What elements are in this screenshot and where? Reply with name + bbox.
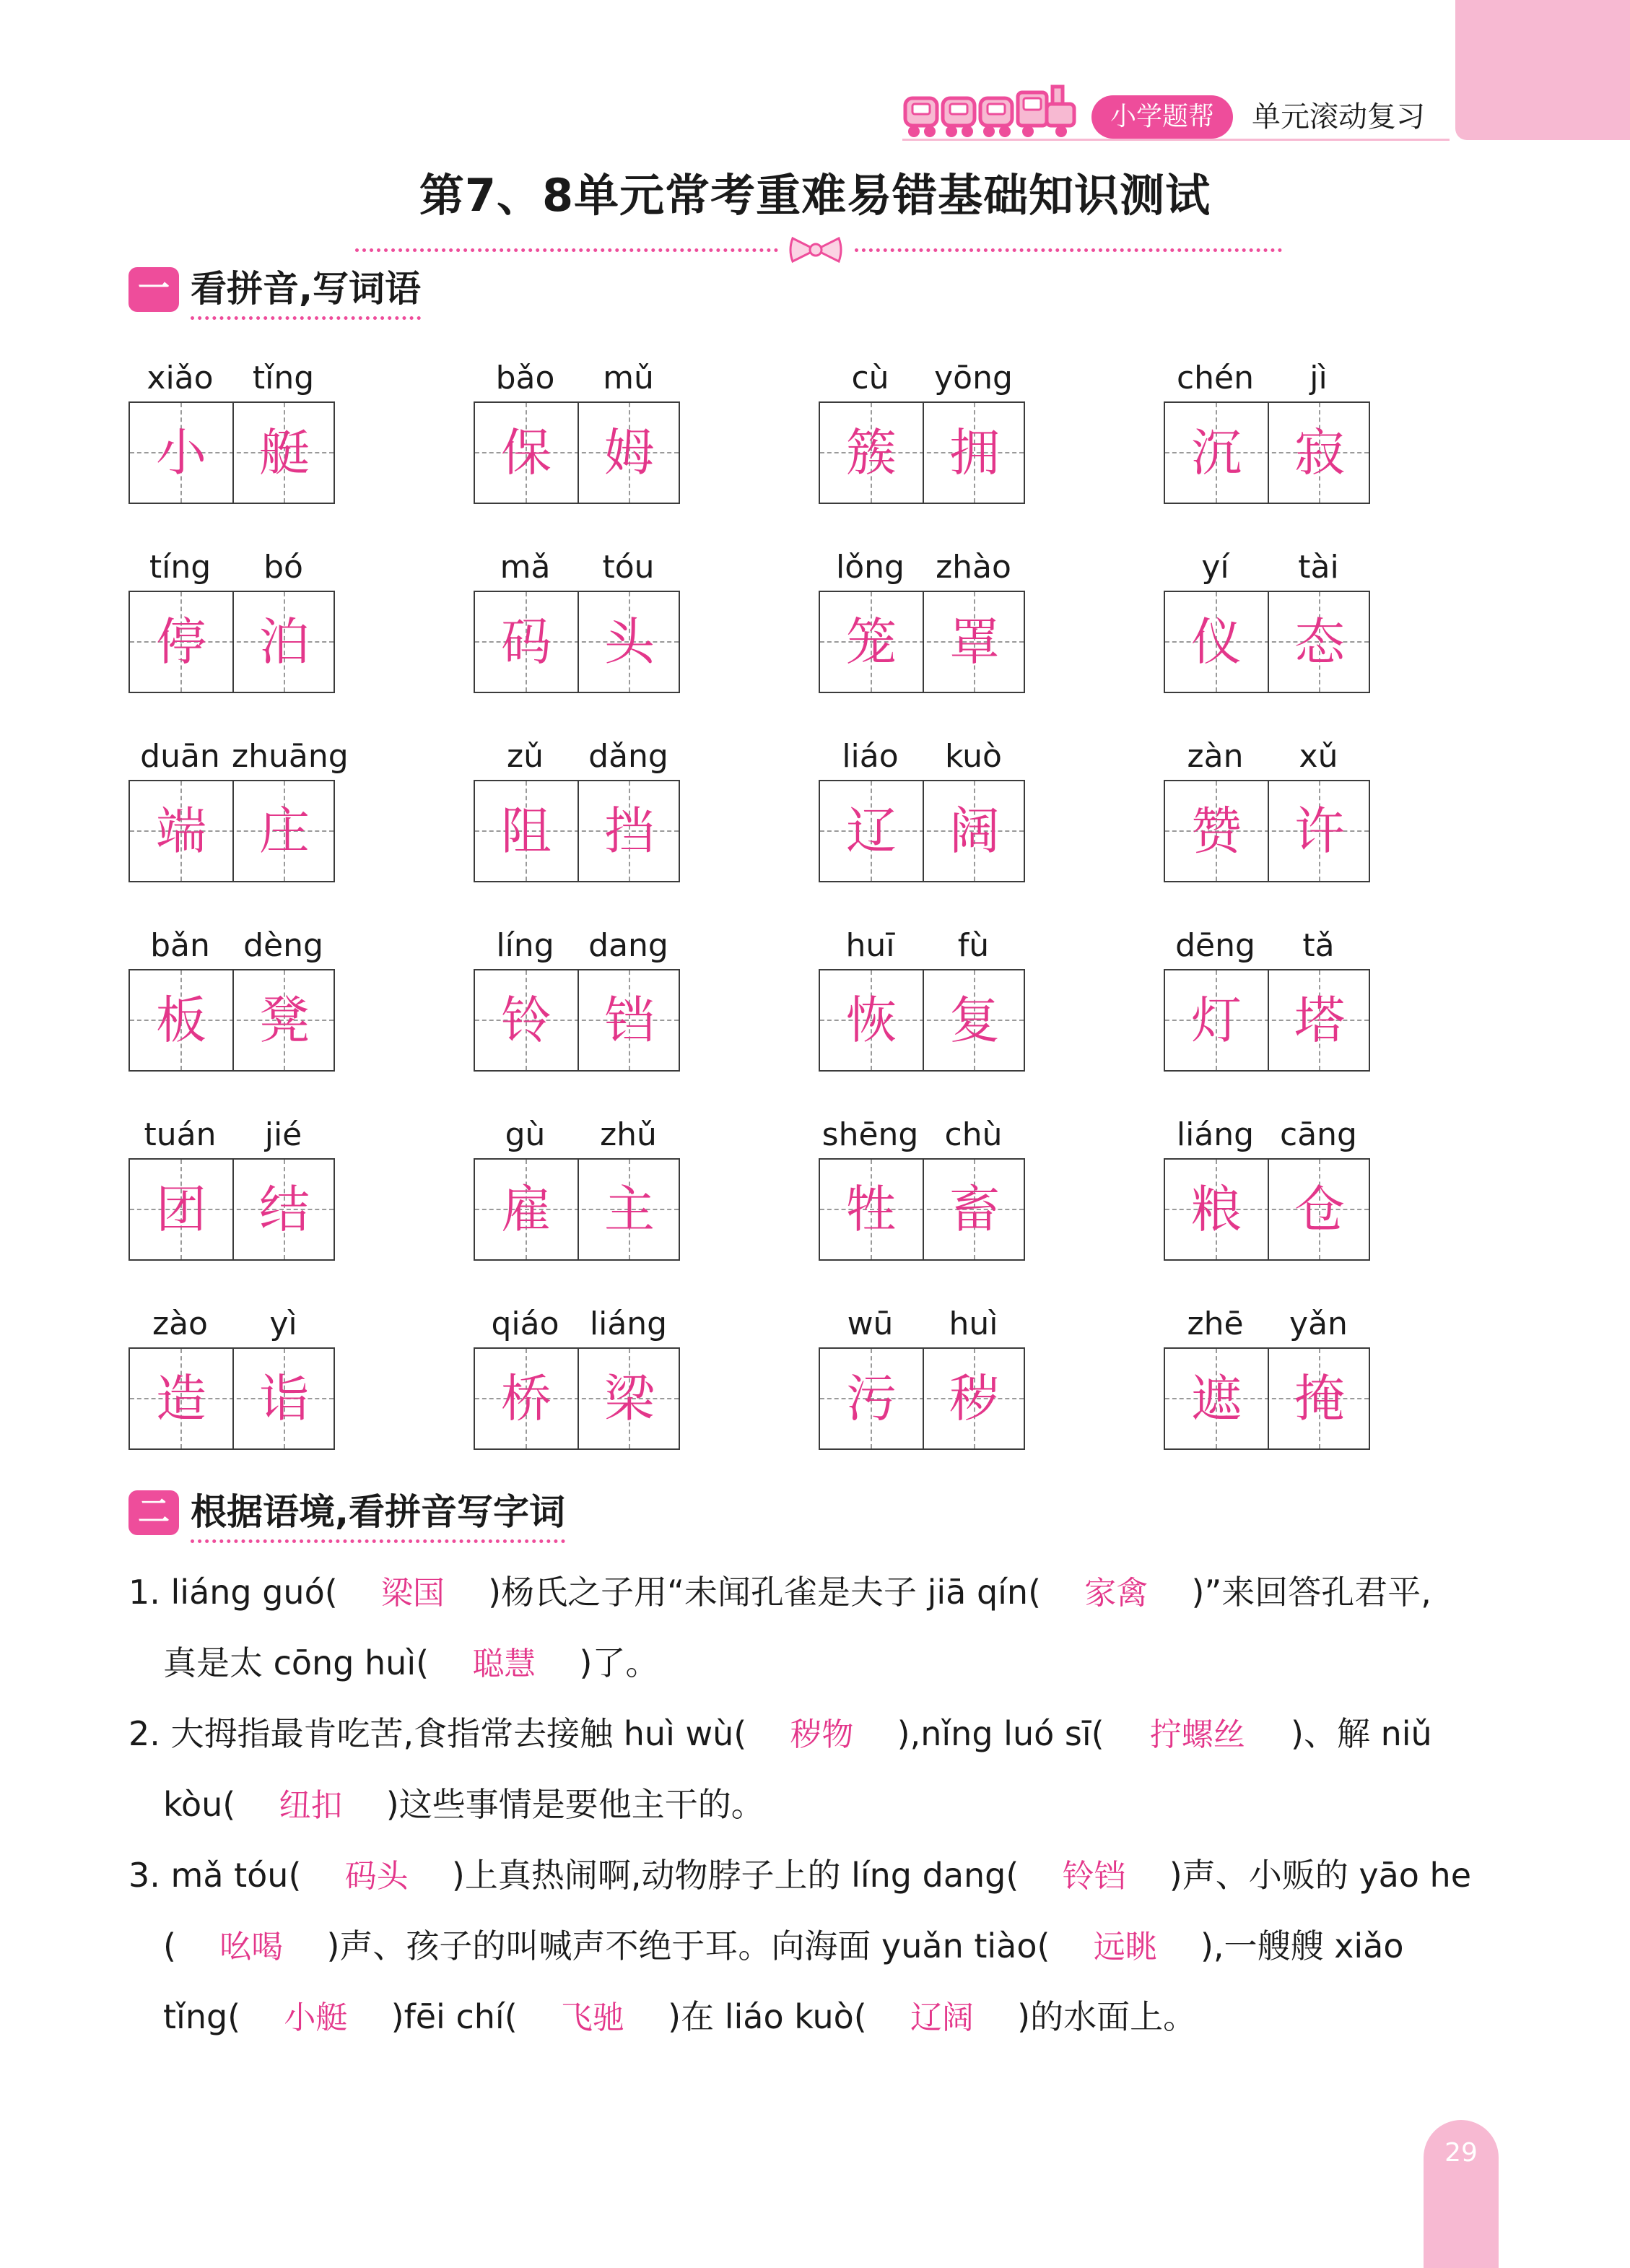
pinyin-row (1164, 546, 1370, 589)
word-card (819, 1303, 1025, 1444)
pinyin: huī (845, 927, 895, 964)
writing-boxes (1164, 780, 1370, 882)
answer-character: 污 (820, 1349, 924, 1448)
pinyin-row (128, 1113, 335, 1157)
question-text: )声、孩子的叫喊声不绝于耳。向海面 yuǎn tiào( (305, 1926, 1071, 1965)
bow-icon (787, 234, 845, 266)
pinyin: chù (944, 1116, 1003, 1153)
answer-character: 沉 (1165, 403, 1269, 503)
writing-boxes (1164, 969, 1370, 1072)
answer-character: 簇 (820, 403, 924, 503)
pinyin: bó (263, 549, 303, 586)
pinyin-row (1164, 735, 1370, 778)
question-line (128, 1567, 1431, 1619)
pinyin: zhē (1187, 1305, 1244, 1342)
writing-boxes (1164, 1347, 1370, 1450)
writing-boxes (474, 1158, 680, 1261)
pinyin: liáng (1176, 1116, 1255, 1153)
question-line (163, 1991, 1196, 2043)
pinyin: huì (949, 1305, 998, 1342)
answer-text: 纽扣 (279, 1787, 343, 1824)
pinyin: tǐng (252, 360, 315, 396)
word-card (128, 735, 349, 877)
pinyin-row (474, 357, 680, 400)
pinyin: xiǎo (147, 360, 214, 396)
answer-character: 秽 (949, 1369, 1000, 1428)
section-title: 看拼音,写词语 (191, 263, 421, 320)
writing-boxes (474, 591, 680, 693)
question-line (163, 1779, 764, 1831)
writing-boxes (1164, 591, 1370, 693)
pinyin-row (128, 357, 335, 400)
pinyin: shēng (821, 1116, 919, 1153)
pinyin-row (474, 1113, 680, 1157)
pinyin: yōng (934, 360, 1013, 396)
writing-boxes (128, 969, 335, 1072)
answer-character: 团 (130, 1160, 234, 1259)
answer-character: 保 (475, 403, 579, 503)
pinyin: tóu (602, 549, 655, 586)
question-text: 1. liáng guó( (128, 1573, 359, 1612)
pinyin: fù (957, 927, 990, 964)
word-card (1164, 546, 1370, 687)
word-card (819, 357, 1025, 498)
pinyin: tíng (149, 549, 212, 586)
word-card (474, 1113, 680, 1255)
answer-character: 造 (130, 1349, 234, 1448)
pinyin: liáng (589, 1305, 668, 1342)
answer-text: 聪慧 (472, 1646, 536, 1682)
pinyin: zhuāng (232, 738, 349, 775)
pinyin: yì (269, 1305, 297, 1342)
word-card (128, 1303, 335, 1444)
pinyin: duān (140, 738, 220, 775)
writing-boxes (819, 1158, 1025, 1261)
pinyin: liáo (842, 738, 899, 775)
writing-boxes (474, 401, 680, 504)
answer-character: 诣 (259, 1369, 310, 1428)
pinyin: cù (851, 360, 889, 396)
word-card (1164, 924, 1370, 1066)
word-card (474, 546, 680, 687)
question-text: ),nǐng luó sī( (876, 1714, 1125, 1753)
answer-character: 主 (604, 1180, 655, 1239)
answer-text: 秽物 (790, 1716, 854, 1753)
answer-character: 结 (259, 1180, 310, 1239)
pinyin-row (128, 924, 335, 968)
pinyin: kuò (945, 738, 1002, 775)
word-card (819, 1113, 1025, 1255)
train-icon (901, 81, 1081, 142)
word-card (128, 357, 335, 498)
pinyin: zǔ (507, 738, 544, 775)
pinyin: tuán (144, 1116, 217, 1153)
writing-boxes (128, 591, 335, 693)
word-card (474, 924, 680, 1066)
pinyin-row (819, 546, 1025, 589)
question-line (163, 1638, 659, 1690)
answer-character: 畜 (949, 1180, 1000, 1239)
page-tab (1424, 2120, 1499, 2268)
answer-text: 飞驰 (560, 1999, 624, 2036)
answer-character: 仓 (1294, 1180, 1345, 1239)
answer-character: 辽 (820, 781, 924, 881)
word-card (1164, 357, 1370, 498)
writing-boxes (819, 969, 1025, 1072)
pinyin-row (474, 924, 680, 968)
question-line (163, 1921, 1403, 1973)
answer-character: 挡 (604, 801, 655, 861)
word-card (1164, 1113, 1370, 1255)
pinyin: zhǔ (600, 1116, 657, 1153)
pinyin-row (128, 735, 349, 778)
pinyin-row (1164, 924, 1370, 968)
answer-character: 寂 (1294, 423, 1345, 482)
word-card (128, 1113, 335, 1255)
answer-text: 家禽 (1084, 1575, 1149, 1612)
question-text: )了。 (558, 1643, 659, 1682)
answer-text: 码头 (344, 1858, 409, 1895)
pinyin: dēng (1175, 927, 1255, 964)
word-card (819, 735, 1025, 877)
answer-character: 粮 (1165, 1160, 1269, 1259)
page-title: 第7、8单元常考重难易错基础知识测试 (419, 169, 1211, 222)
pinyin: líng (496, 927, 554, 964)
answer-character: 阻 (475, 781, 579, 881)
question-text: )这些事情是要他主干的。 (365, 1785, 764, 1824)
answer-text: 吆喝 (219, 1929, 284, 1965)
answer-text: 小艇 (284, 1999, 348, 2036)
answer-character: 仪 (1165, 592, 1269, 692)
writing-boxes (128, 1347, 335, 1450)
title-rule-left (355, 248, 778, 252)
answer-character: 桥 (475, 1349, 579, 1448)
answer-character: 赞 (1165, 781, 1269, 881)
section-number: 一 (128, 267, 179, 312)
pinyin-row (128, 1303, 335, 1346)
answer-character: 停 (130, 592, 234, 692)
writing-boxes (474, 780, 680, 882)
answer-character: 灯 (1165, 970, 1269, 1070)
pinyin: wū (847, 1305, 894, 1342)
answer-character: 态 (1294, 612, 1345, 672)
question-text: ( (163, 1926, 198, 1965)
answer-character: 端 (130, 781, 234, 881)
answer-character: 掩 (1294, 1369, 1345, 1428)
answer-character: 塔 (1294, 991, 1345, 1050)
pinyin: lǒng (836, 549, 905, 586)
pinyin: zàn (1187, 738, 1244, 775)
pinyin-row (474, 735, 680, 778)
word-card (474, 735, 680, 877)
question-text: )的水面上。 (995, 1997, 1197, 2036)
pinyin-row (819, 357, 1025, 400)
question-text: 真是太 cōng huì( (163, 1643, 450, 1682)
answer-character: 雇 (475, 1160, 579, 1259)
pinyin: dǎng (588, 738, 668, 775)
answer-character: 阔 (949, 801, 1000, 861)
pinyin: tài (1298, 549, 1339, 586)
answer-text: 远眺 (1093, 1929, 1157, 1965)
writing-boxes (1164, 1158, 1370, 1261)
question-text: )声、小贩的 yāo he (1148, 1856, 1472, 1895)
answer-text: 拧螺丝 (1149, 1716, 1245, 1753)
answer-character: 码 (475, 592, 579, 692)
pinyin: tǎ (1302, 927, 1335, 964)
question-text: )、解 niǔ (1269, 1714, 1432, 1753)
answer-text: 铃铛 (1062, 1858, 1126, 1895)
answer-character: 拥 (949, 423, 1000, 482)
word-card (474, 1303, 680, 1444)
word-card (1164, 1303, 1370, 1444)
answer-character: 遮 (1165, 1349, 1269, 1448)
section-number: 二 (128, 1490, 179, 1535)
answer-character: 凳 (259, 991, 310, 1050)
word-card (819, 546, 1025, 687)
pinyin-row (819, 1113, 1025, 1157)
answer-character: 铛 (604, 991, 655, 1050)
question-text: kòu( (163, 1785, 257, 1824)
pinyin: zhào (936, 549, 1011, 586)
question-text: )在 liáo kuò( (646, 1997, 888, 2036)
answer-character: 铃 (475, 970, 579, 1070)
writing-boxes (819, 780, 1025, 882)
writing-boxes (128, 1158, 335, 1261)
corner-tab (1455, 0, 1630, 140)
word-card (819, 924, 1025, 1066)
pinyin-row (1164, 1113, 1370, 1157)
pinyin: dang (588, 927, 668, 964)
word-card (128, 546, 335, 687)
header-subtitle: 单元滚动复习 (1252, 100, 1425, 134)
writing-boxes (819, 591, 1025, 693)
answer-text: 梁国 (380, 1575, 445, 1612)
question-text: )”来回答孔君平, (1170, 1573, 1431, 1612)
writing-boxes (819, 401, 1025, 504)
writing-boxes (128, 401, 335, 504)
answer-text: 辽阔 (910, 1999, 974, 2036)
writing-boxes (474, 1347, 680, 1450)
answer-character: 艇 (259, 423, 310, 482)
pinyin: bǎn (150, 927, 210, 964)
section-title: 根据语境,看拼音写字词 (191, 1486, 565, 1543)
answer-character: 庄 (259, 801, 310, 861)
pinyin-row (474, 1303, 680, 1346)
pinyin-row (819, 924, 1025, 968)
word-card (1164, 735, 1370, 877)
book-series-badge: 小学题帮 (1091, 95, 1233, 139)
pinyin: mǔ (603, 360, 654, 396)
writing-boxes (474, 969, 680, 1072)
writing-boxes (128, 780, 335, 882)
pinyin: dèng (243, 927, 323, 964)
pinyin: yí (1201, 549, 1229, 586)
answer-character: 复 (949, 991, 1000, 1050)
answer-character: 小 (130, 403, 234, 503)
question-text: ),一艘艘 xiǎo (1179, 1926, 1404, 1965)
question-text: 3. mǎ tóu( (128, 1856, 323, 1895)
word-card (128, 924, 335, 1066)
pinyin: gù (505, 1116, 546, 1153)
question-text: tǐng( (163, 1997, 262, 2036)
answer-character: 牲 (820, 1160, 924, 1259)
question-text: )杨氏之子用“未闻孔雀是夫子 jiā qín( (466, 1573, 1063, 1612)
pinyin: bǎo (495, 360, 555, 396)
pinyin: mǎ (500, 549, 551, 586)
answer-character: 头 (604, 612, 655, 672)
answer-character: 笼 (820, 592, 924, 692)
pinyin: jié (264, 1116, 302, 1153)
page-number: 29 (1444, 2138, 1478, 2168)
pinyin: chén (1176, 360, 1255, 396)
answer-character: 罩 (949, 612, 1000, 672)
pinyin: yǎn (1289, 1305, 1348, 1342)
pinyin-row (819, 735, 1025, 778)
question-line (128, 1708, 1432, 1760)
title-rule-right (855, 248, 1282, 252)
answer-character: 许 (1294, 801, 1345, 861)
writing-boxes (819, 1347, 1025, 1450)
pinyin: xǔ (1299, 738, 1338, 775)
answer-character: 泊 (259, 612, 310, 672)
question-line (128, 1850, 1471, 1902)
writing-boxes (1164, 401, 1370, 504)
word-card (474, 357, 680, 498)
pinyin: zào (152, 1305, 208, 1342)
pinyin-row (1164, 357, 1370, 400)
pinyin: jì (1309, 360, 1328, 396)
answer-character: 板 (130, 970, 234, 1070)
answer-character: 姆 (604, 423, 655, 482)
question-text: 2. 大拇指最肯吃苦,食指常去接触 huì wù( (128, 1714, 768, 1753)
question-text: )上真热闹啊,动物脖子上的 líng dang( (430, 1856, 1040, 1895)
pinyin-row (819, 1303, 1025, 1346)
question-text: )fēi chí( (370, 1997, 539, 2036)
pinyin: cāng (1280, 1116, 1357, 1153)
pinyin-row (128, 546, 335, 589)
pinyin-row (1164, 1303, 1370, 1346)
pinyin: qiáo (491, 1305, 559, 1342)
pinyin-row (474, 546, 680, 589)
answer-character: 梁 (604, 1369, 655, 1428)
answer-character: 恢 (820, 970, 924, 1070)
